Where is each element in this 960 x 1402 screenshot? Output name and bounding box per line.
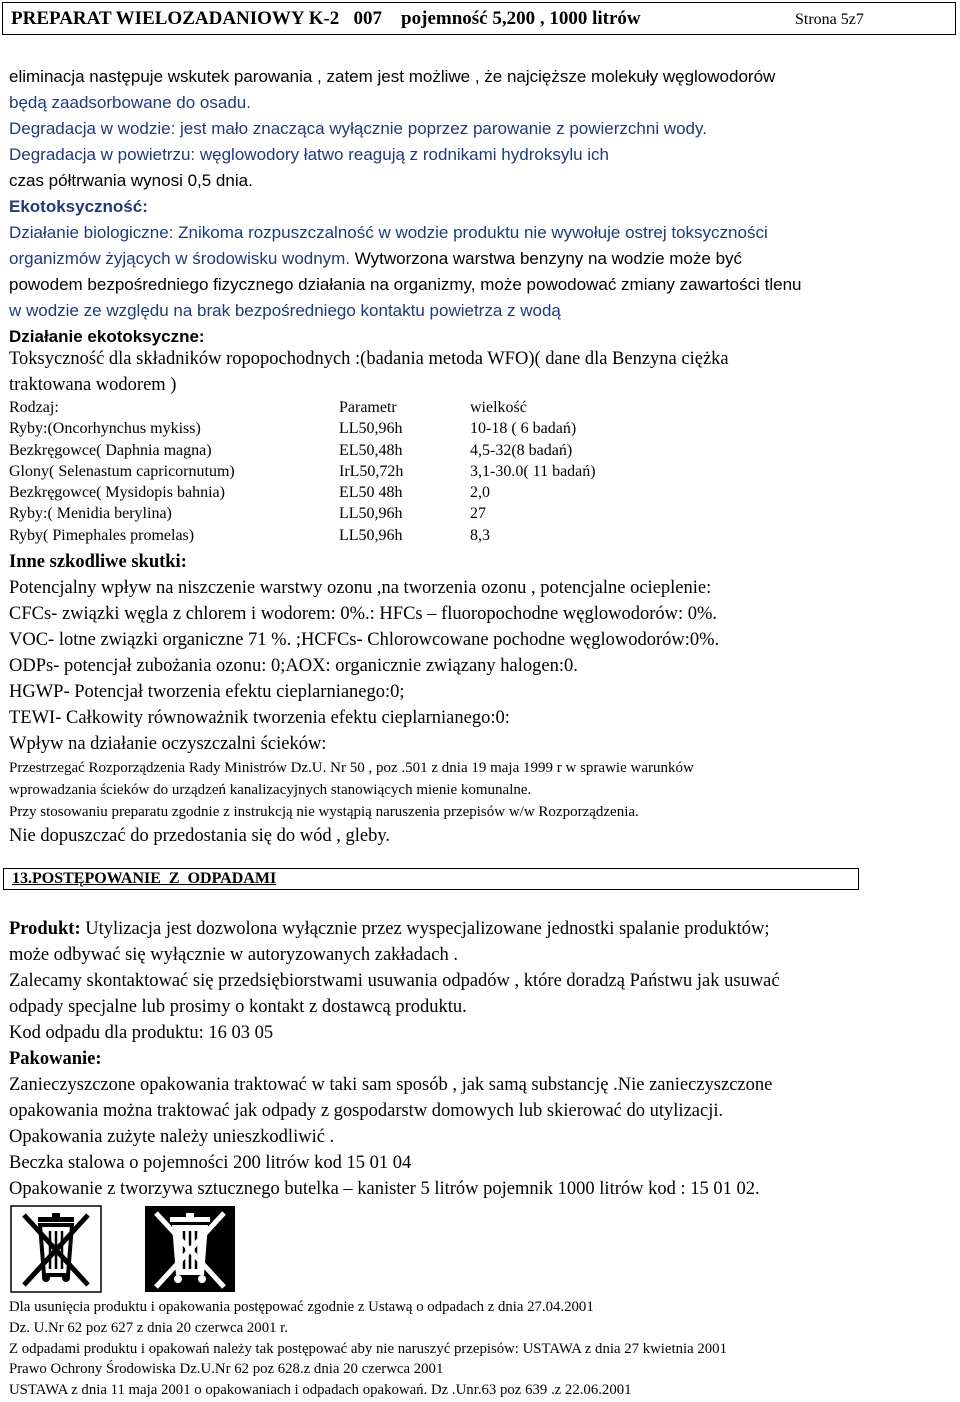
waste-product-section	[9, 916, 954, 1202]
crossed-bin-icon	[10, 1205, 102, 1293]
regulation-line: Przestrzegać Rozporządzenia Rady Ministrów Dz.U. Nr 50 , poz .501 z dnia 19 maja 1999 r w sprawie warunków	[9, 760, 694, 776]
footer-line: Z odpadami produktu i opakowań należy tak postępować aby nie naruszyć przepisów: USTAWA z dnia 27 kwietnia 2001	[9, 1340, 727, 1357]
ecotox-line: w wodzie ze względu na brak bezpośredniego kontaktu powietrza z wodą	[9, 301, 561, 320]
legal-footer	[9, 1297, 954, 1401]
table-cell: EL50,48h	[339, 441, 403, 459]
table-cell: 8,3	[470, 526, 490, 544]
table-header-row	[9, 397, 596, 418]
table-header-cell: Parametr	[339, 399, 397, 416]
other-effects-last-line: Nie dopuszczać do przedostania się do wód , gleby.	[9, 826, 391, 846]
product-line: odpady specjalne lub prosimy o kontakt z dostawcą produktu.	[9, 997, 467, 1017]
table-row	[9, 525, 596, 546]
packaging-heading: Pakowanie:	[9, 1049, 102, 1069]
table-cell: LL50,96h	[339, 505, 403, 523]
footer-line: Prawo Ochrony Środowiska Dz.U.Nr 62 poz 628.z dnia 20 czerwca 2001	[9, 1361, 444, 1378]
table-header-cell: Rodzaj:	[9, 399, 59, 416]
ecotoxicity-heading: Ekotoksyczność:	[9, 197, 148, 216]
product-label: Produkt:	[9, 919, 81, 939]
table-cell: IrL50,72h	[339, 462, 404, 480]
document-title: PREPARAT WIELOZADANIOWY K-2 007 pojemność 5,200 , 1000 litrów	[11, 8, 641, 29]
other-effects-line: VOC- lotne związki organiczne 71 %. ;HCFCs- Chlorowcowane pochodne węglowodorów:0%.	[9, 630, 720, 650]
section-13-title: 13.POSTĘPOWANIE Z ODPADAMI	[12, 870, 277, 887]
footer-line: USTAWA z dnia 11 maja 2001 o opakowaniach i odpadach opakowań. Dz .Unr.63 poz 639 .z 22.06.2001	[9, 1382, 632, 1399]
table-row	[9, 482, 596, 503]
table-cell: Bezkręgowce( Daphnia magna)	[9, 441, 212, 459]
regulation-line: wprowadzania ścieków do urządzeń kanalizacyjnych stanowiących mienie komunalne.	[9, 782, 532, 798]
section-13-header	[3, 868, 859, 890]
ecotox-line-part: Wytworzona warstwa benzyny na wodzie może być	[350, 249, 743, 268]
table-cell: LL50,96h	[339, 420, 403, 438]
table-header-cell: wielkość	[470, 399, 527, 416]
packaging-line: opakowania można traktować jak odpady z gospodarstw domowych lub skierować do utylizacji.	[9, 1101, 724, 1121]
table-cell: 2,0	[470, 484, 490, 502]
product-line: może odbywać się wyłącznie w autoryzowanych zakładach .	[9, 945, 458, 965]
packaging-line: Opakowanie z tworzywa sztucznego butelka – kanister 5 litrów pojemnik 1000 litrów kod : 15 01 02.	[9, 1179, 760, 1199]
intro-line: eliminacja następuje wskutek parowania , zatem jest możliwe , że najcięższe molekuły węglowodorów	[9, 67, 776, 86]
table-row	[9, 418, 596, 439]
ecotox-line	[9, 246, 954, 272]
table-cell: Bezkręgowce( Mysidopis bahnia)	[9, 484, 225, 502]
document-header	[2, 2, 956, 35]
product-line	[9, 916, 954, 942]
page-number: Strona 5z7	[795, 11, 864, 28]
intro-line: Degradacja w wodzie: jest mało znacząca wyłącznie poprzez parowanie z powierzchni wody.	[9, 119, 707, 138]
table-row	[9, 461, 596, 482]
other-effects-line: CFCs- związki węgla z chlorem i wodorem: 0%.: HFCs – fluoropochodne węglowodorów: 0%.	[9, 604, 718, 624]
footer-line: Dz. U.Nr 62 poz 627 z dnia 20 czerwca 2001 r.	[9, 1319, 288, 1336]
table-cell: Ryby:( Menidia berylina)	[9, 505, 172, 523]
ecotox-line-part: organizmów żyjących w środowisku wodnym.	[9, 249, 351, 268]
intro-line: czas półtrwania wynosi 0,5 dnia.	[9, 171, 253, 190]
table-cell: Ryby( Pimephales promelas)	[9, 526, 195, 544]
table-cell: EL50 48h	[339, 484, 403, 502]
packaging-line: Opakowania zużyte należy unieszkodliwić .	[9, 1127, 335, 1147]
table-cell: 4,5-32(8 badań)	[470, 441, 573, 459]
table-cell: 10-18 ( 6 badań)	[470, 420, 577, 438]
other-effects-line: HGWP- Potencjał tworzenia efektu cieplarnianego:0;	[9, 682, 405, 702]
other-effects-line: TEWI- Całkowity równoważnik tworzenia efektu cieplarnianego:0:	[9, 708, 510, 728]
packaging-line: Zanieczyszczone opakowania traktować w taki sam sposób , jak samą substancję .Nie zanieczyszczone	[9, 1075, 773, 1095]
other-effects-line: Potencjalny wpływ na niszczenie warstwy ozonu ,na tworzenia ozonu , potencjalne ocieplenie:	[9, 578, 712, 598]
ecotox-line: Działanie biologiczne: Znikoma rozpuszczalność w wodzie produktu nie wywołuje ostrej toksyczności	[9, 223, 768, 242]
footer-line: Dla usunięcia produktu i opakowania postępować zgodnie z Ustawą o odpadach z dnia 27.04.2001	[9, 1299, 594, 1315]
waste-code-line: Kod odpadu dla produktu: 16 03 05	[9, 1023, 274, 1043]
toxicity-paragraph	[9, 346, 954, 398]
table-cell: 3,1-30.0( 11 badań)	[470, 462, 596, 480]
table-row	[9, 440, 596, 461]
packaging-line: Beczka stalowa o pojemności 200 litrów kod 15 01 04	[9, 1153, 412, 1173]
toxicity-line: Toksyczność dla składników ropopochodnych :(badania metoda WFO)( dane dla Benzyna ciężka	[9, 349, 729, 369]
crossed-bin-inverted-icon	[144, 1205, 236, 1293]
intro-line: będą zaadsorbowane do osadu.	[9, 93, 251, 112]
other-effects-line: Wpływ na działanie oczyszczalni ścieków:	[9, 734, 327, 754]
product-line: Zalecamy skontaktować się przedsiębiorstwami usuwania odpadów , które doradzą Państwu jak usuwać	[9, 971, 780, 991]
other-effects-section	[9, 549, 954, 849]
table-row	[9, 503, 596, 524]
toxicity-line: traktowana wodorem )	[9, 375, 177, 395]
ecotoxicity-table	[9, 397, 596, 546]
other-effects-heading: Inne szkodliwe skutki:	[9, 552, 187, 572]
intro-paragraph	[9, 64, 954, 350]
other-effects-line: ODPs- potencjał zubożania ozonu: 0;AOX: organicznie związany halogen:0.	[9, 656, 578, 676]
ecotox-line: powodem bezpośredniego fizycznego działania na organizmy, może powodować zmiany zawartości tlenu	[9, 275, 802, 294]
table-cell: Ryby:(Oncorhynchus mykiss)	[9, 420, 201, 438]
ecotoxic-action-heading: Działanie ekotoksyczne:	[9, 327, 205, 346]
intro-line: Degradacja w powietrzu: węglowodory łatwo reagują z rodnikami hydroksylu ich	[9, 145, 610, 164]
table-cell: Glony( Selenastum capricornutum)	[9, 462, 235, 480]
product-text: Utylizacja jest dozwolona wyłącznie przez wyspecjalizowane jednostki spalanie produktów;	[80, 919, 770, 939]
table-cell: 27	[470, 505, 486, 523]
regulation-line: Przy stosowaniu preparatu zgodnie z instrukcją nie wystąpią naruszenia przepisów w/w Rozporządzenia.	[9, 804, 639, 820]
table-cell: LL50,96h	[339, 526, 403, 544]
